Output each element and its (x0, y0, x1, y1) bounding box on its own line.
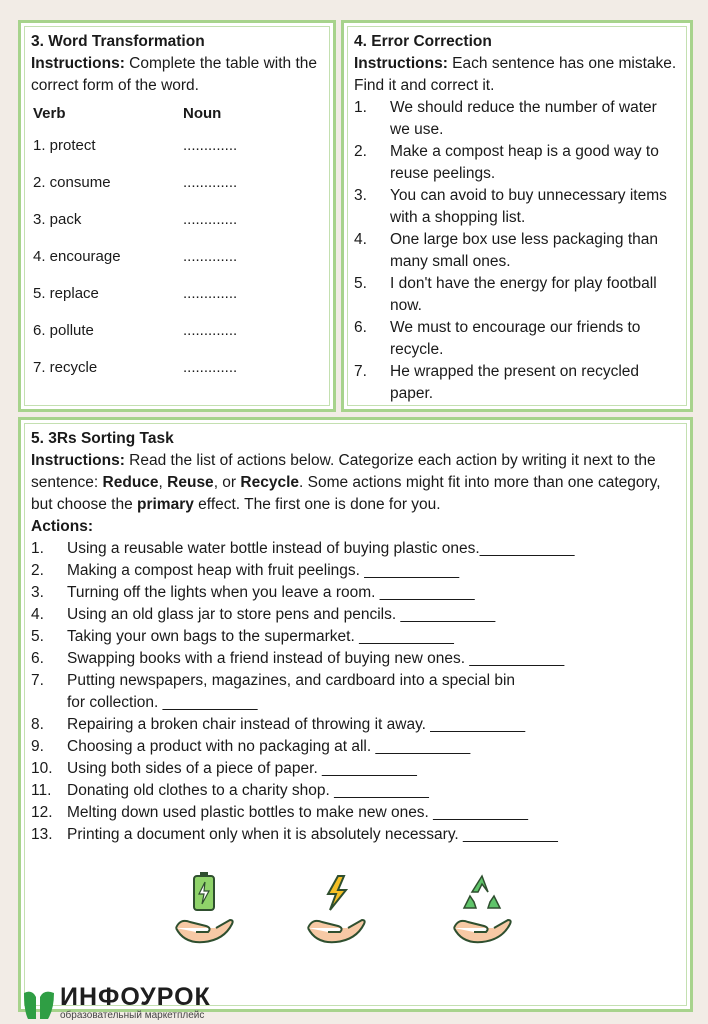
table-row: 7. recycle ............. (33, 349, 237, 386)
battery-hand-icon (170, 870, 240, 955)
lightning-hand-icon (302, 870, 372, 955)
noun-blank[interactable]: ............. (183, 247, 238, 265)
noun-blank[interactable]: ............. (183, 136, 238, 154)
section5-instructions: Instructions: Read the list of actions below. Categorize each action by writing it next to the sentence: Reduce, Reuse, or Recycle. Some actions might fit into more than one category, but choose the primary effect. The first one is done for you. (31, 452, 661, 513)
list-item: 10. Using both sides of a piece of paper. ___________ (31, 760, 417, 777)
list-item: 9. Choosing a product with no packaging at all. ___________ (31, 738, 471, 755)
list-item: 4. Using an old glass jar to store pens and pencils. ___________ (31, 606, 496, 623)
noun-blank[interactable]: ............. (183, 173, 238, 191)
error-list (354, 97, 680, 405)
logo-name: ИНФОУРОК (60, 983, 211, 1011)
list-item: 2. Make a compost heap is a good way to reuse peelings. (354, 143, 659, 182)
list-item: 1. Using a reusable water bottle instead of buying plastic ones.___________ (31, 540, 575, 557)
list-item: 5. I don't have the energy for play football now. (354, 275, 657, 314)
logo-leaf-icon (22, 987, 58, 1021)
table-row: 5. replace ............. (33, 275, 237, 312)
section4-title: 4. Error Correction (354, 33, 492, 50)
list-item: 7. Putting newspapers, magazines, and cardboard into a special bin for collection. ___________ (31, 672, 516, 711)
verb-header: Verb (33, 105, 66, 122)
section5-title: 5. 3Rs Sorting Task (31, 430, 174, 447)
actions-list (31, 538, 680, 846)
icon-row (0, 870, 708, 990)
list-item: 3. Turning off the lights when you leave a room. ___________ (31, 584, 475, 601)
noun-blank[interactable]: ............. (183, 358, 238, 376)
noun-blank[interactable]: ............. (183, 321, 238, 339)
noun-blank[interactable]: ............. (183, 210, 238, 228)
section4-instructions: Instructions: Each sentence has one mistake. Find it and correct it. (354, 55, 677, 94)
noun-header: Noun (183, 105, 222, 122)
error-correction-panel (341, 20, 693, 412)
word-transformation-panel (18, 20, 336, 412)
table-row: 2. consume ............. (33, 164, 237, 201)
table-row: 3. pack ............. (33, 201, 237, 238)
actions-label: Actions: (31, 518, 93, 535)
list-item: 3. You can avoid to buy unnecessary items with a shopping list. (354, 187, 667, 226)
section3-title: 3. Word Transformation (31, 33, 205, 50)
list-item: 4. One large box use less packaging than many small ones. (354, 231, 658, 270)
list-item: 2. Making a compost heap with fruit peelings. ___________ (31, 562, 460, 579)
list-item: 6. We must to encourage our friends to recycle. (354, 319, 641, 358)
table-row: 4. encourage ............. (33, 238, 237, 275)
word-table (33, 101, 237, 386)
recycle-hand-icon (448, 870, 518, 955)
list-item: 6. Swapping books with a friend instead of buying new ones. ___________ (31, 650, 565, 667)
list-item: 13. Printing a document only when it is absolutely necessary. ___________ (31, 826, 558, 843)
list-item: 1. We should reduce the number of water we use. (354, 99, 657, 138)
list-item: 11. Donating old clothes to a charity shop. ___________ (31, 782, 429, 799)
list-item: 5. Taking your own bags to the supermarket. ___________ (31, 628, 454, 645)
table-row: 6. pollute ............. (33, 312, 237, 349)
list-item: 8. Repairing a broken chair instead of throwing it away. ___________ (31, 716, 526, 733)
table-row: 1. protect ............. (33, 127, 237, 164)
list-item: 12. Melting down used plastic bottles to make new ones. ___________ (31, 804, 528, 821)
logo-tagline: образовательный маркетплейс (60, 1010, 205, 1021)
list-item: 7. He wrapped the present on recycled paper. (354, 363, 640, 402)
section3-instructions: Instructions: Complete the table with the correct form of the word. (31, 55, 318, 94)
noun-blank[interactable]: ............. (183, 284, 238, 302)
